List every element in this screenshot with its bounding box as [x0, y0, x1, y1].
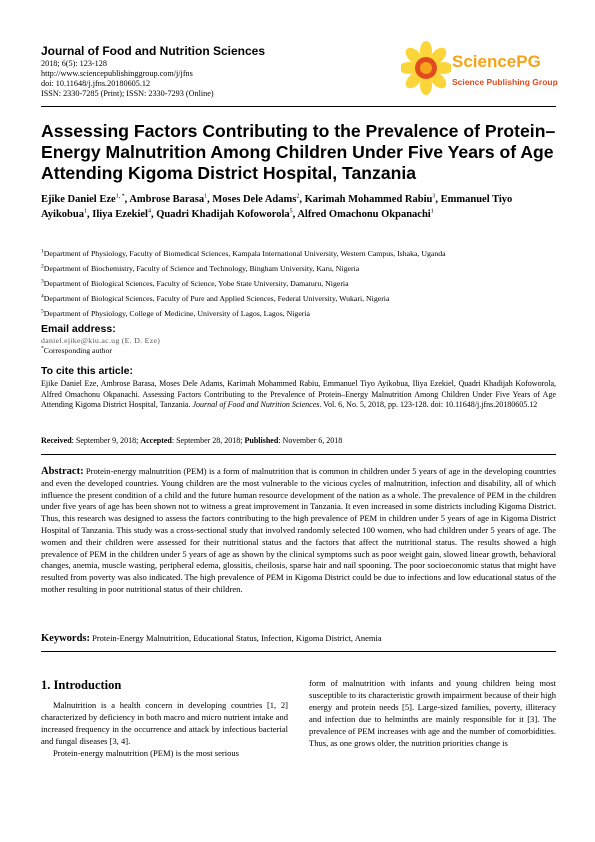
- author-name: Quadri Khadijah Kofoworola: [156, 209, 290, 220]
- paragraph: Protein-energy malnutrition (PEM) is the most serious: [53, 747, 239, 758]
- author-affiliation-marker: 1: [204, 193, 208, 200]
- body-column-right: [309, 678, 556, 749]
- email-address[interactable]: daniel.ejike@kiu.ac.ug (E. D. Eze): [41, 336, 161, 345]
- author-name: Ambrose Barasa: [129, 194, 205, 205]
- author-name: Karimah Mohammed Rabiu: [304, 194, 433, 205]
- journal-issue: 2018; 6(5): 123-128: [41, 59, 107, 68]
- abstract-label: Abstract:: [41, 466, 84, 477]
- journal-url[interactable]: http://www.sciencepublishinggroup.com/j/jfns: [41, 69, 193, 78]
- author-affiliation-marker: 5: [289, 208, 293, 215]
- citation-text: Ejike Daniel Eze, Ambrose Barasa, Moses Dele Adams, Karimah Mohammed Rabiu, Emmanuel Tiyo Ayikobua, Iliya Ezekiel, Quadri Khadijah Kofoworola, Alfred Omachonu Okpanachi. Assessing Factors Contributing to the Prevalence of Protein–Energy Malnutrition Among Children Under Five Years of Age Attending Kigoma District Hospital, Tanzania. Journal of Food and Nutrition Sciences. Vol. 6, No. 5, 2018, pp. 123-128. doi: 10.11648/j.jfns.20180605.12: [41, 379, 556, 410]
- author-list: Ejike Daniel Eze$^{1, *}$, Ambrose Barasa$^1$, Moses Dele Adams$^2$, Karimah Mohammed Rabiu$^3$, Emmanuel Tiyo Ayikobua$^1$, Iliya Ezekiel$^4$, Quadri Khadijah Kofoworola$^5$, Alfred Omachonu Okpanachi$^1$: [41, 193, 513, 220]
- body-column-left: [41, 700, 288, 760]
- author-name: Emmanuel Tiyo Ayikobua: [41, 194, 513, 220]
- sunflower-logo-icon: [401, 38, 451, 98]
- author-name: Iliya Ezekiel: [92, 209, 148, 220]
- journal-issn: ISSN: 2330-7285 (Print); ISSN: 2330-7293 (Online): [41, 89, 214, 98]
- journal-doi[interactable]: doi: 10.11648/j.jfns.20180605.12: [41, 79, 151, 88]
- affiliation-1: $^1$Department of Physiology, Faculty of Biomedical Sciences, Kampala International University, Western Campus, Ishaka, Uganda: [41, 248, 446, 258]
- author-affiliation-marker: 3: [432, 193, 436, 200]
- keywords-text: Protein-Energy Malnutrition, Educational Status, Infection, Kigoma District, Anemia: [92, 633, 382, 643]
- affiliation-4: $^4$Department of Biological Sciences, Faculty of Pure and Applied Sciences, Federal University, Wukari, Nigeria: [41, 293, 390, 303]
- abstract-text: Protein-energy malnutrition (PEM) is a form of malnutrition that is common in children under 5 years of age in the developing countries and even the developed countries. Young children are the most vulnerable to the vicious cycles of malnutrition, infection and disability, all of which influence the present condition of a child and the future human resource development of the nation as a whole. The prevalence of PEM in the children under five years of age has been shown not to witness a great improvement in Tanzania. It even increased in some districts including Kigoma District. Thus, this research was designed to assess the factors contributing to the high prevalence of PEM in children under 5 years of age in Kigoma District Hospital of Tanzania. This study was a cross-sectional study that involved randomly selected 100 women, who had children under 5 years of age. The women and their children were assessed for their nutritional status and the factors that affect the nutritional status. The results showed a high prevalence of PEM in the children under 5 years of age as shown by the clinical symptoms such as poor weight gain, slowed linear growth, behavioral changes, anemia, muscle wasting, peripheral edema, glossitis, cheilosis, sparse hair and nail spooning. The poor socioeconomic status that might have resulted from poverty was also indicated. The high prevalence of PEM in Kigoma District could be due to infections and low educational status of the mother resulting in poor nutritional status of their children.: [41, 466, 557, 594]
- corresponding-author-note: *Corresponding author: [41, 345, 112, 355]
- journal-title: Journal of Food and Nutrition Sciences: [41, 44, 266, 58]
- author-affiliation-marker: 1: [430, 208, 434, 215]
- publisher-logo-subtitle: Science Publishing Group: [452, 77, 558, 87]
- author-affiliation-marker: 4: [147, 208, 151, 215]
- header-divider: [41, 106, 556, 107]
- affiliation-3: $^3$Department of Biological Sciences, Faculty of Science, Yobe State University, Damaturu, Nigeria: [41, 278, 349, 288]
- paper-title: Assessing Factors Contributing to the Prevalence of Protein–Energy Malnutrition Among Children Under Five Years of Age Attending Kigoma District Hospital, Tanzania: [41, 121, 556, 183]
- author-affiliation-marker: 1, *: [115, 193, 125, 200]
- affiliation-5: $^5$Department of Physiology, College of Medicine, University of Lagos, Lagos, Nigeria: [41, 308, 311, 318]
- paragraph: Malnutrition is a health concern in developing countries [1, 2] characterized by deficiency in both macro and micro nutrient intake and increased frequency in the occurrence and attack by infectious bacterial and fungal diseases [3, 4].: [41, 700, 288, 746]
- citation-journal: Journal of Food and Nutrition Sciences: [192, 400, 320, 410]
- author-name: Moses Dele Adams: [212, 194, 297, 205]
- section-heading-introduction: 1. Introduction: [41, 678, 122, 692]
- email-heading: Email address:: [41, 323, 116, 335]
- keywords: [41, 633, 556, 644]
- author-affiliation-marker: 2: [296, 193, 300, 200]
- keywords-divider: [41, 651, 556, 652]
- publication-dates: Received: September 9, 2018; Accepted: September 28, 2018; Published: November 6, 2018: [41, 436, 343, 445]
- abstract: [41, 466, 556, 596]
- dates-divider: [41, 454, 556, 455]
- paragraph: form of malnutrition with infants and young children being most susceptible to its characteristic growth impairment because of their high energy and protein needs [5]. Large-sized families, poverty, illiteracy and infection due to helminths are mainly responsible for it [3]. The prevalence of PEM increases with age and the number of comorbidities. Thus, as one grows older, the nutrition priorities change is: [309, 678, 556, 748]
- author-name: Ejike Daniel Eze: [41, 194, 116, 205]
- author-affiliation-marker: 1: [84, 208, 87, 215]
- keywords-label: Keywords:: [41, 633, 90, 644]
- author-name: Alfred Omachonu Okpanachi: [297, 209, 431, 220]
- publisher-logo-name: SciencePG: [452, 52, 541, 71]
- cite-heading: To cite this article:: [41, 365, 133, 377]
- affiliation-2: $^2$Department of Biochemistry, Faculty of Science and Technology, Bingham University, Karu, Nigeria: [41, 263, 360, 273]
